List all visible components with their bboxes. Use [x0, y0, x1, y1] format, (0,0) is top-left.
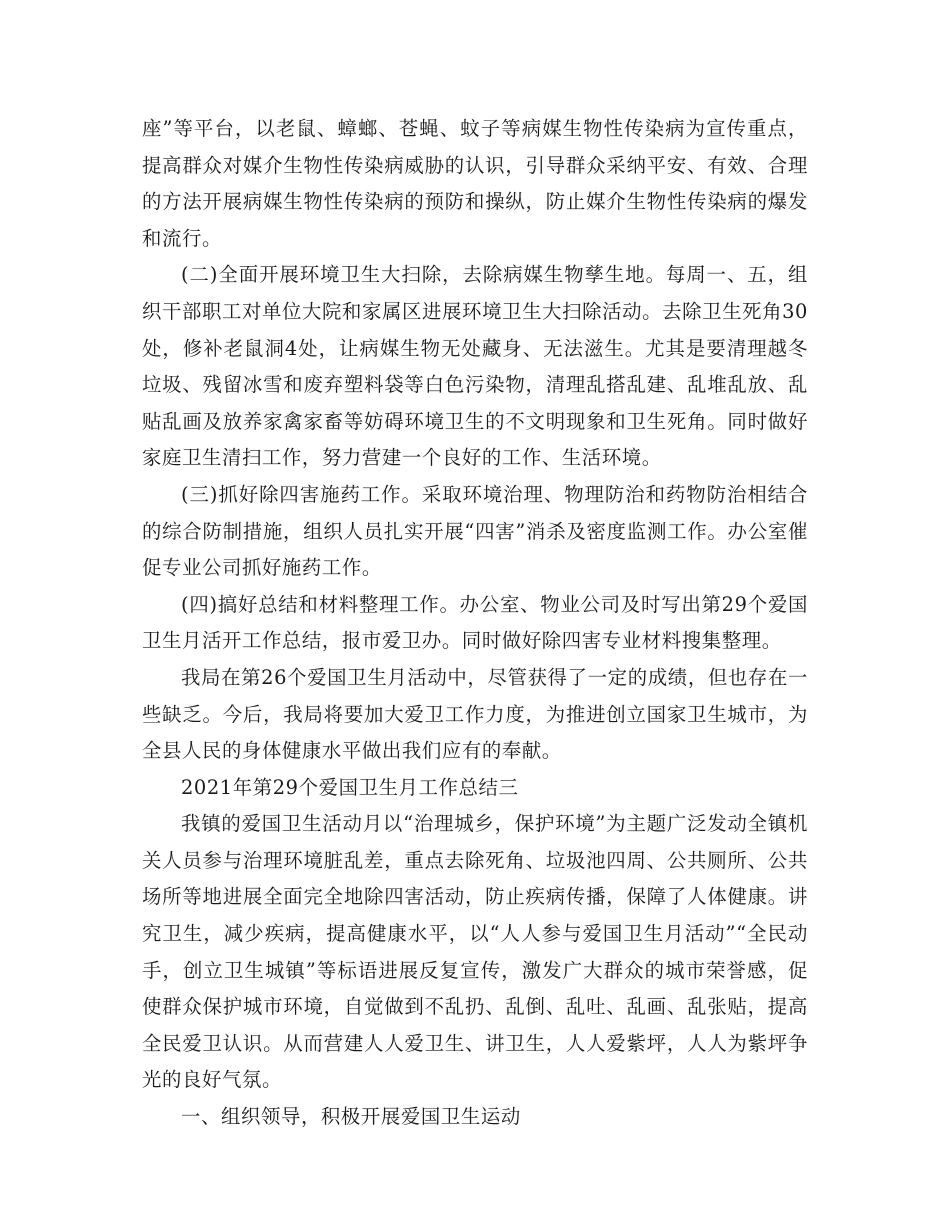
- paragraph-continuation: 座”等平台，以老鼠、蟑螂、苍蝇、蚊子等病媒生物性传染病为宣传重点，提高群众对媒介生物性传染病威胁的认识，引导群众采纳平安、有效、合理的方法开展病媒生物性传染病的预防和操纵，防止媒介生物性传染病的爆发和流行。: [142, 117, 808, 250]
- document-body: [142, 111, 808, 1136]
- subheading-organization: 一、组织领导，积极开展爱国卫生运动: [181, 1105, 521, 1129]
- paragraph-section-two: (二)全面开展环境卫生大扫除，去除病媒生物孳生地。每周一、五，组织干部职工对单位大院和家属区进展环境卫生大扫除活动。去除卫生死角30处，修补老鼠洞4处，让病媒生物无处藏身、无法滋生。尤其是要清理越冬垃圾、残留冰雪和废弃塑料袋等白色污染物，清理乱搭乱建、乱堆乱放、乱贴乱画及放养家禽家畜等妨碍环境卫生的不文明现象和卫生死角。同时做好家庭卫生清扫工作，努力营建一个良好的工作、生活环境。: [142, 263, 808, 470]
- paragraph-section-three: (三)抓好除四害施药工作。采取环境治理、物理防治和药物防治相结合的综合防制措施，组织人员扎实开展“四害”消杀及密度监测工作。办公室催促专业公司抓好施药工作。: [142, 482, 808, 580]
- paragraph-summary-three: 我镇的爱国卫生活动月以“治理城乡，保护环境”为主题广泛发动全镇机关人员参与治理环境脏乱差，重点去除死角、垃圾池四周、公共厕所、公共场所等地进展全面完全地除四害活动，防止疾病传播，保障了人体健康。讲究卫生，减少疾病，提高健康水平，以“人人参与爱国卫生月活动”“全民动手，创立卫生城镇”等标语进展反复宣传，激发广大群众的城市荣誉感，促使群众保护城市环境，自觉做到不乱扔、乱倒、乱吐、乱画、乱张贴，提高全民爱卫认识。从而营建人人爱卫生、讲卫生，人人爱紫坪，人人为紫坪争光的良好气氛。: [142, 812, 808, 1092]
- paragraph-conclusion: 我局在第26个爱国卫生月活动中，尽管获得了一定的成绩，但也存在一些缺乏。今后，我局将要加大爱卫工作力度，为推进创立国家卫生城市，为全县人民的身体健康水平做出我们应有的奉献。: [142, 665, 808, 763]
- paragraph-section-four: (四)搞好总结和材料整理工作。办公室、物业公司及时写出第29个爱国卫生月活开工作总结，报市爱卫办。同时做好除四害专业材料搜集整理。: [142, 592, 808, 653]
- section-heading: 2021年第29个爱国卫生月工作总结三: [181, 775, 519, 799]
